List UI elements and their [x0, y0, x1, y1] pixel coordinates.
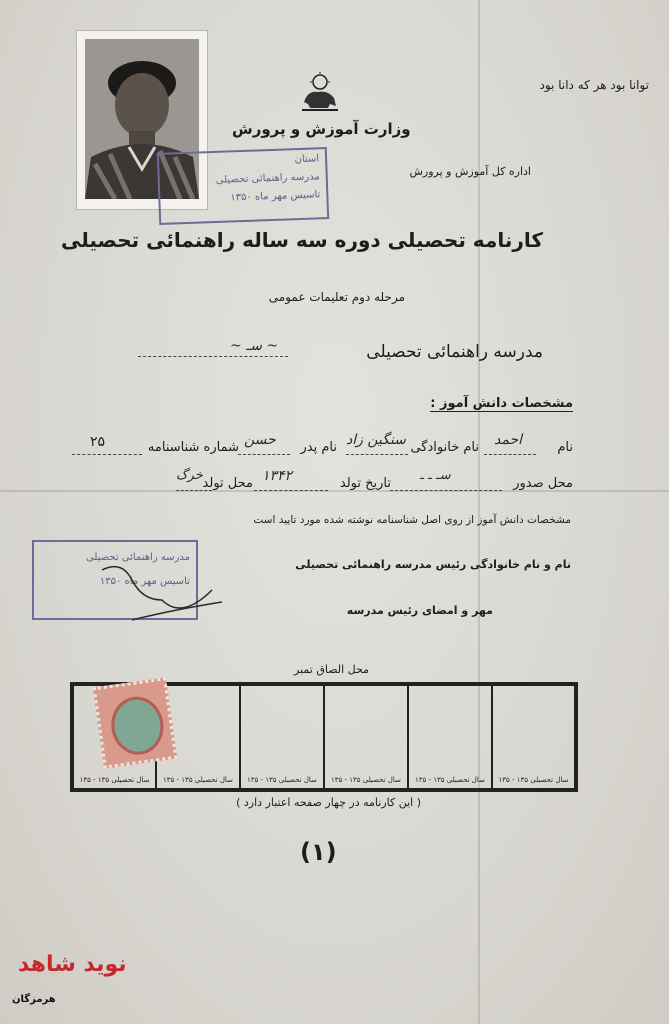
stamp-founded: تاسیس مهر ماه ۱۳۵۰: [230, 189, 321, 204]
revenue-stamp: [93, 677, 178, 769]
stamp2-school: مدرسه راهنمائی تحصیلی: [86, 552, 190, 563]
birth-place-line: [176, 490, 212, 491]
verification-note: مشخصات دانش آموز از روی اصل شناسنامه نوشته شده مورد تایید است: [253, 514, 571, 526]
principal-name-label: نام و نام خانوادگی رئیس مدرسه راهنمائی تحصیلی: [295, 558, 571, 571]
page-number: (۱): [300, 838, 337, 866]
name-line: [484, 454, 536, 455]
school-name-line: [138, 356, 288, 357]
issue-place-handwriting: سـ ـ ـ: [420, 468, 451, 483]
birth-date-line: [254, 490, 328, 491]
report-card-title: کارنامه تحصیلی دوره سه ساله راهنمائی تحصیلی: [60, 228, 543, 252]
education-stage: مرحله دوم تعلیمات عمومی: [268, 290, 405, 304]
father-label: نام پدر: [300, 440, 337, 455]
school-stamp-top: [157, 147, 329, 225]
navid-shahed-logo: [10, 950, 127, 1014]
principal-seal-label: مهر و امضای رئیس مدرسه: [346, 604, 493, 617]
issue-place-line: [390, 490, 502, 491]
school-line: مدرسه راهنمائی تحصیلی: [366, 342, 543, 362]
validity-note: ( این کارنامه در چهار صفحه اعتبار دارد ): [236, 796, 421, 809]
family-label: نام خانوادگی: [410, 440, 479, 455]
family-line: [346, 454, 408, 455]
general-office: اداره کل آموزش و پرورش: [409, 165, 531, 178]
year-cell: سال تحصیلی ۱۳۵ - ۱۳۵: [492, 684, 576, 790]
stamp-province: استان: [294, 153, 320, 166]
issue-place-label: محل صدور: [513, 476, 573, 491]
fold-crease-vertical: [478, 0, 480, 1024]
birth-place-label: محل تولد: [202, 476, 253, 491]
father-handwriting: حسن: [244, 432, 276, 448]
ministry-title: وزارت آموزش و پرورش: [232, 120, 411, 138]
stamp-school: مدرسه راهنمائی تحصیلی: [215, 171, 320, 186]
year-cell: سال تحصیلی ۱۳۵ - ۱۳۵: [324, 684, 408, 790]
id-label: شماره شناسنامه: [147, 440, 239, 455]
motto: توانا بود هر که دانا بود: [539, 78, 649, 92]
logo-text: نوید شاهد: [18, 952, 127, 977]
father-line: [238, 454, 290, 455]
name-handwriting: احمد: [494, 432, 522, 448]
logo-subtext: هرمزگان: [12, 994, 56, 1005]
student-section-heading: مشخصات دانش آموز :: [430, 396, 573, 411]
birth-date-handwriting: ۱۳۴۲: [262, 468, 293, 484]
id-value: ۲۵: [90, 434, 106, 450]
year-cell: سال تحصیلی ۱۳۵ - ۱۳۵: [156, 684, 240, 790]
name-label: نام: [557, 440, 573, 455]
year-cell: سال تحصیلی ۱۳۵ - ۱۳۵: [408, 684, 492, 790]
id-line: [72, 454, 142, 455]
principal-signature: [92, 550, 232, 630]
birth-date-label: تاریخ تولد: [339, 476, 391, 491]
school-name-handwriting: ~ سـ ~: [230, 338, 279, 354]
year-cell: سال تحصیلی ۱۳۵ - ۱۳۵: [240, 684, 324, 790]
stamp-area-label: محل الصاق تمبر: [294, 663, 369, 676]
year-cell: سال تحصیلی ۱۳۵ - ۱۳۵: [72, 684, 156, 790]
birth-place-handwriting: خرگ: [176, 468, 203, 483]
family-handwriting: سنگین زاد: [346, 432, 406, 448]
stamp2-founded: تاسیس مهر ماه ۱۳۵۰: [99, 576, 190, 587]
lion-sun-emblem-icon: [298, 72, 342, 112]
